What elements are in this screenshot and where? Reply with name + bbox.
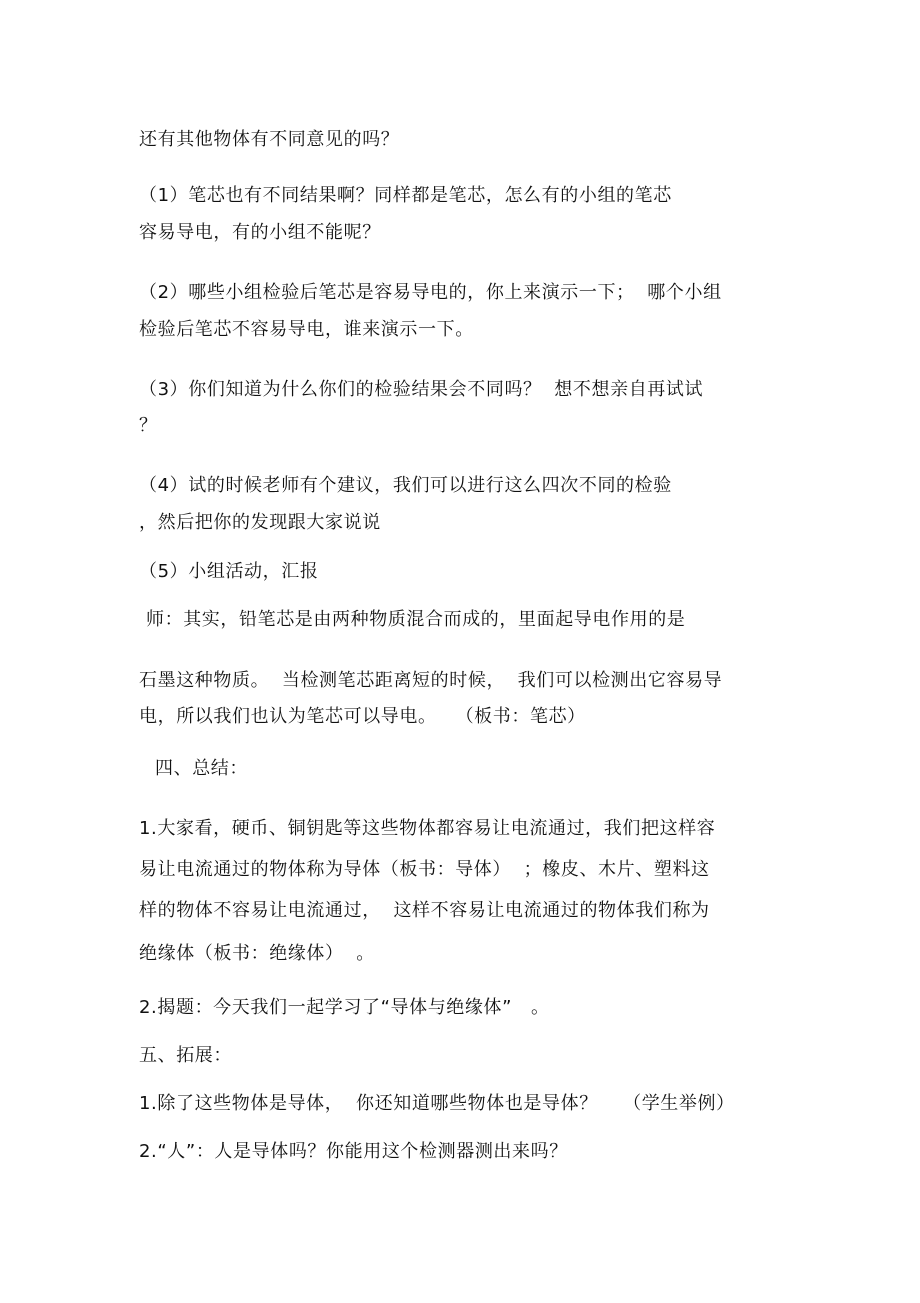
text-line-12: 石墨这种物质。 当检测笔芯距离短的时候， 我们可以检测出它容易导 — [139, 670, 723, 691]
text-line-11: 师：其实，铅笔芯是由两种物质混合而成的，里面起导电作用的是 — [146, 609, 686, 630]
text-line-4: （2）哪些小组检验后笔芯是容易导电的，你上来演示一下； 哪个小组 — [139, 282, 722, 303]
text-line-10: （5）小组活动，汇报 — [139, 561, 319, 582]
text-line-7: ？ — [139, 415, 158, 436]
text-line-22: 2.“人”：人是导体吗？你能用这个检测器测出来吗？ — [139, 1141, 568, 1162]
text-line-3: 容易导电，有的小组不能呢？ — [139, 222, 381, 243]
section-heading-summary: 四、总结： — [155, 758, 248, 779]
text-line-1: 还有其他物体有不同意见的吗？ — [139, 129, 400, 150]
text-line-18: 绝缘体（板书：绝缘体） 。 — [139, 943, 375, 964]
text-line-9: ，然后把你的发现跟大家说说 — [139, 512, 381, 533]
section-heading-extension: 五、拓展： — [139, 1045, 232, 1066]
text-line-17: 样的物体不容易让电流通过， 这样不容易让电流通过的物体我们称为 — [139, 900, 710, 921]
text-line-6: （3）你们知道为什么你们的检验结果会不同吗？ 想不想亲自再试试 — [139, 379, 704, 400]
text-line-21: 1.除了这些物体是导体， 你还知道哪些物体也是导体？ （学生举例） — [139, 1093, 735, 1114]
text-line-8: （4）试的时候老师有个建议，我们可以进行这么四次不同的检验 — [139, 475, 672, 496]
text-line-19: 2.揭题：今天我们一起学习了“导体与绝缘体” 。 — [139, 997, 550, 1018]
text-line-13: 电，所以我们也认为笔芯可以导电。 （板书：笔芯） — [139, 706, 586, 727]
text-line-5: 检验后笔芯不容易导电，谁来演示一下。 — [139, 319, 474, 340]
text-line-2: （1）笔芯也有不同结果啊？同样都是笔芯，怎么有的小组的笔芯 — [139, 185, 672, 206]
text-line-15: 1.大家看，硬币、铜钥匙等这些物体都容易让电流通过，我们把这样容 — [139, 818, 716, 839]
text-line-16: 易让电流通过的物体称为导体（板书：导体） ；橡皮、木片、塑料这 — [139, 859, 710, 880]
